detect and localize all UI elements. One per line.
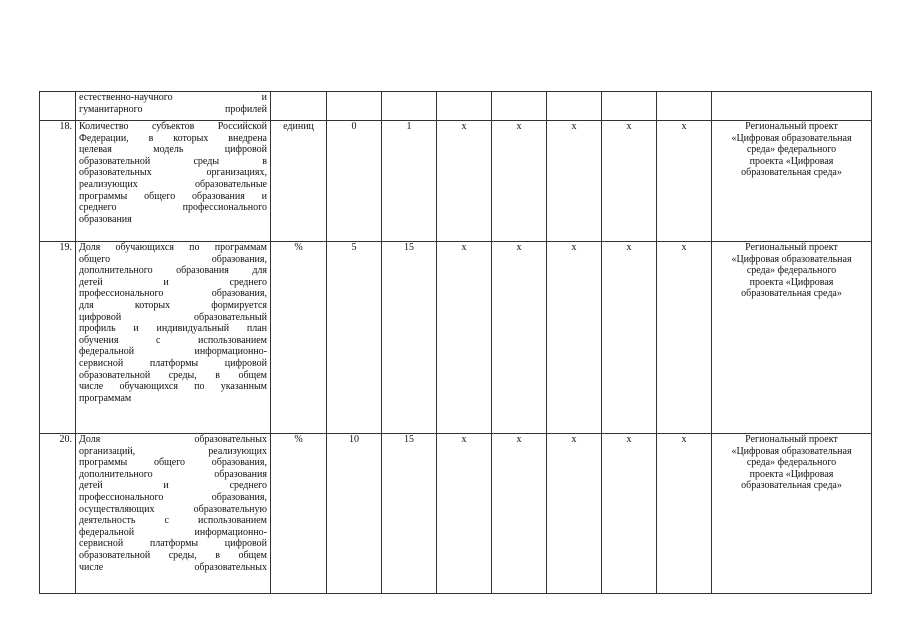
name-line: программы общего образования, [79,457,267,469]
cell-source [712,434,872,594]
cell-v4: х [547,121,602,242]
name-line: деятельность с использованием [79,515,267,527]
name-line: Федерации, в которых внедрена [79,132,267,144]
name-line: федеральной информационно- [79,526,267,538]
cell-v2: х [437,434,492,594]
table-row [40,434,872,594]
table-row [40,92,872,121]
name-line: профессионального образования, [79,288,267,300]
cell-num [40,92,76,121]
name-line: образовательной среды, в общем [79,549,267,561]
cell-num: 20. [40,434,76,594]
cell-v3: х [492,242,547,434]
source-line: образовательная среда» [741,480,842,492]
cell-base: 10 [327,434,382,594]
source-line: проекта «Цифровая [749,155,834,167]
cell-v4: х [547,434,602,594]
cell-v1: 15 [382,242,437,434]
cell-unit [271,92,327,121]
name-line: целевая модель цифровой [79,144,267,156]
cell-v1: 15 [382,434,437,594]
name-line: осуществляющих образовательную [79,503,267,515]
source-line: «Цифровая образовательная [731,445,852,457]
cell-source [712,92,872,121]
cell-v2: х [437,242,492,434]
name-line: общего образования, [79,253,267,265]
indicators-table [39,91,872,594]
name-line: числе обучающихся по указанным [79,381,267,393]
source-line: среда» федерального [746,144,837,156]
name-line: программам [79,392,132,404]
cell-v4: х [547,242,602,434]
cell-source [712,242,872,434]
cell-base: 0 [327,121,382,242]
name-line: образовательных организациях, [79,167,267,179]
name-line: профессионального образования, [79,491,267,503]
cell-unit: единиц [271,121,327,242]
source-line: «Цифровая образовательная [731,253,852,265]
name-line: Количество субъектов Российской [79,121,267,132]
name-line: естественно-научного и [79,92,267,103]
cell-v4 [547,92,602,121]
name-line: программы общего образования и [79,190,267,202]
name-line: Доля образовательных [79,434,267,445]
name-line: детей и среднего [79,276,267,288]
table-row [40,121,872,242]
cell-v5 [602,92,657,121]
name-line: сервисной платформы цифровой [79,357,267,369]
cell-v3: х [492,121,547,242]
cell-unit: % [271,242,327,434]
name-line: дополнительного образования [79,468,267,480]
name-line: числе образовательных [79,561,267,573]
cell-v6: х [657,121,712,242]
cell-v6 [657,92,712,121]
cell-v2 [437,92,492,121]
cell-indicator-name [76,434,271,594]
source-line: «Цифровая образовательная [731,132,852,144]
cell-num: 19. [40,242,76,434]
cell-unit: % [271,434,327,594]
cell-indicator-name [76,92,271,121]
cell-num: 18. [40,121,76,242]
name-line: гуманитарного профилей [79,103,267,115]
cell-v6: х [657,434,712,594]
cell-v3: х [492,434,547,594]
name-line: образовательной среды в [79,155,267,167]
cell-v1 [382,92,437,121]
name-line: образования [79,213,132,225]
source-line: Региональный проект [745,121,838,132]
source-line: образовательная среда» [741,167,842,179]
source-line: Региональный проект [745,434,838,445]
source-line: Региональный проект [745,242,838,253]
source-line: проекта «Цифровая [749,276,834,288]
name-line: для которых формируется [79,299,267,311]
name-line: цифровой образовательный [79,311,267,323]
table-row [40,242,872,434]
cell-source [712,121,872,242]
cell-v3 [492,92,547,121]
cell-indicator-name [76,242,271,434]
cell-base: 5 [327,242,382,434]
name-line: среднего профессионального [79,202,267,214]
cell-v5: х [602,242,657,434]
cell-base [327,92,382,121]
name-line: реализующих образовательные [79,178,267,190]
name-line: дополнительного образования для [79,265,267,277]
cell-v5: х [602,434,657,594]
name-line: федеральной информационно- [79,346,267,358]
cell-indicator-name [76,121,271,242]
name-line: профиль и индивидуальный план [79,323,267,335]
name-line: сервисной платформы цифровой [79,538,267,550]
cell-v1: 1 [382,121,437,242]
cell-v6: х [657,242,712,434]
source-line: проекта «Цифровая [749,468,834,480]
name-line: образовательной среды, в общем [79,369,267,381]
name-line: Доля обучающихся по программам [79,242,267,253]
cell-v5: х [602,121,657,242]
cell-v2: х [437,121,492,242]
name-line: обучения с использованием [79,334,267,346]
source-line: образовательная среда» [741,288,842,300]
name-line: детей и среднего [79,480,267,492]
name-line: организаций, реализующих [79,445,267,457]
source-line: среда» федерального [746,457,837,469]
source-line: среда» федерального [746,265,837,277]
